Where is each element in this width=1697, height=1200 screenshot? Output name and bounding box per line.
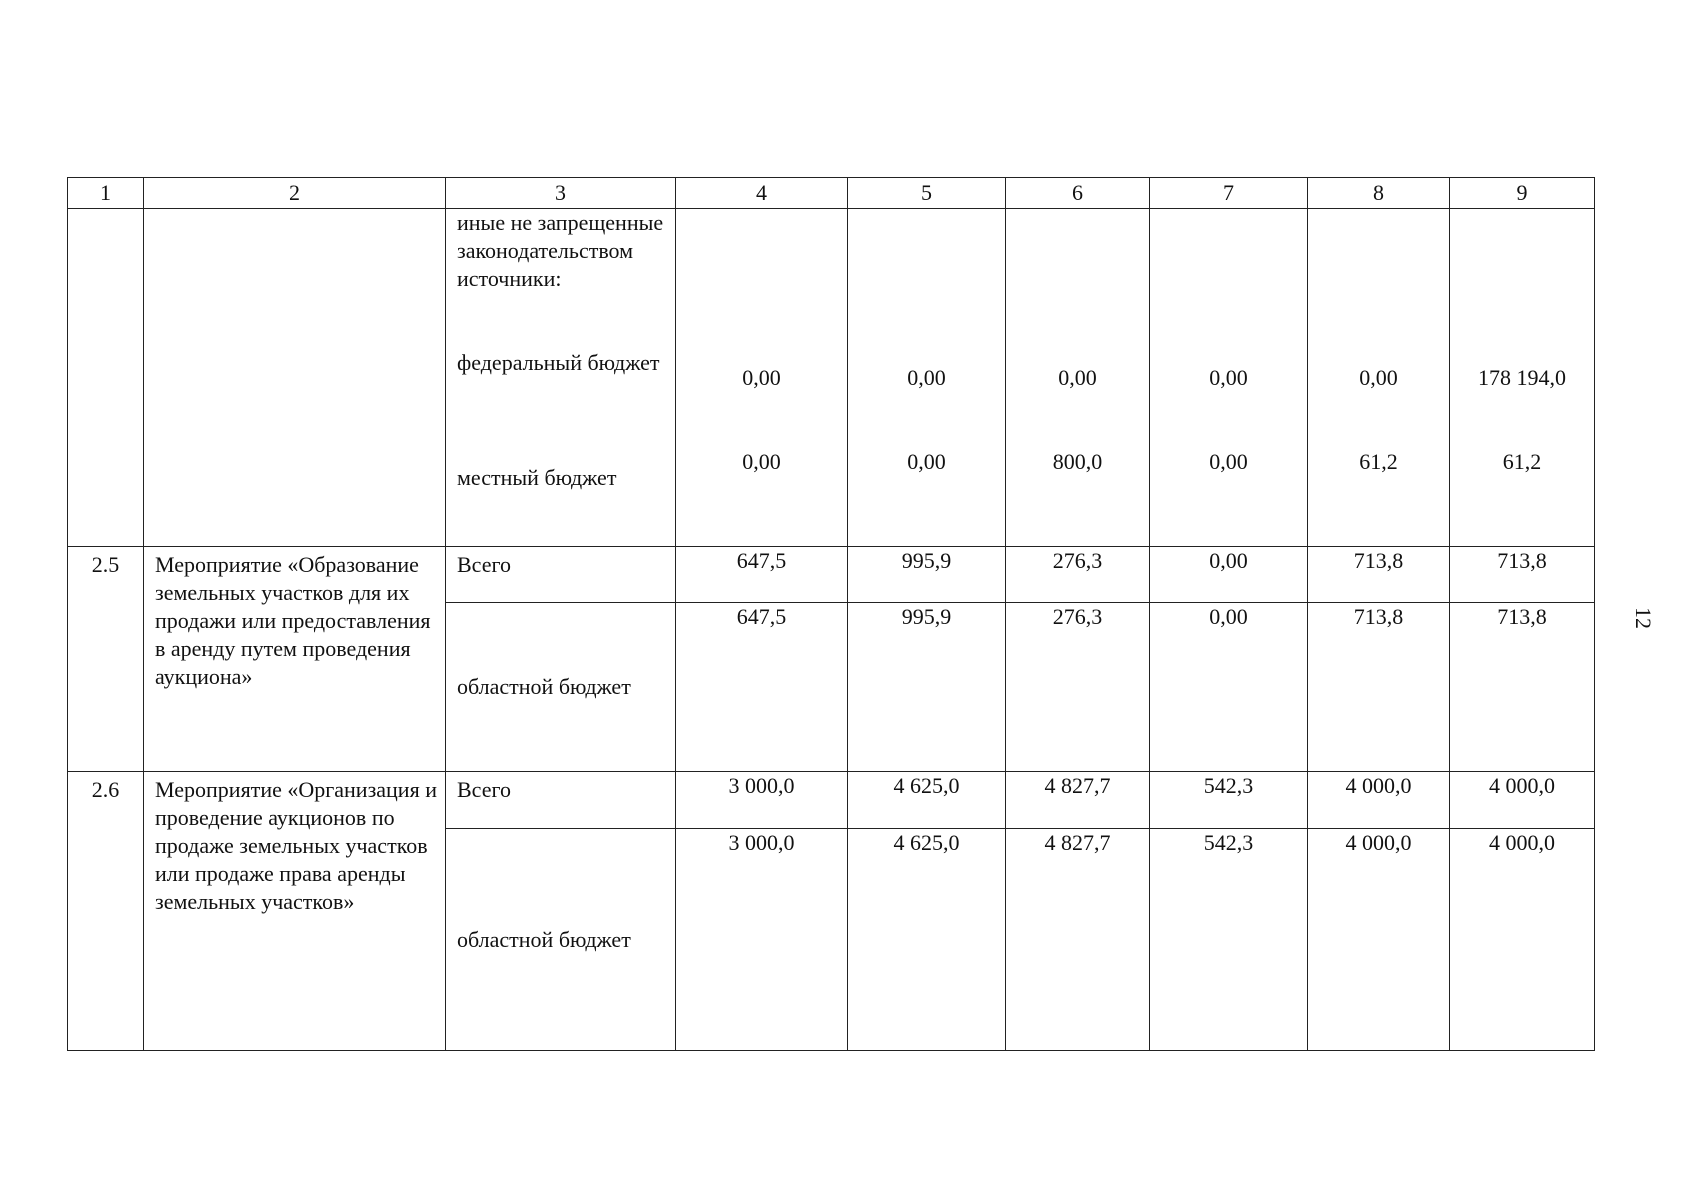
regional-value: 4 625,0 [848,829,1006,1051]
total-value: 995,9 [848,547,1006,603]
regional-value: 713,8 [1308,603,1450,772]
regional-value: 647,5 [676,603,848,772]
empty-cell [68,209,144,547]
total-value: 4 000,0 [1308,772,1450,829]
item-number: 2.6 [68,772,144,1051]
value-cell [1150,209,1308,547]
total-value: 4 000,0 [1450,772,1595,829]
total-value: 4 625,0 [848,772,1006,829]
local-value: 0,00 [742,449,781,474]
column-header: 1 [68,178,144,209]
value-cell [1308,209,1450,547]
regional-value: 3 000,0 [676,829,848,1051]
column-header: 4 [676,178,848,209]
total-value: 3 000,0 [676,772,848,829]
local-budget-label: местный бюджет [457,465,617,490]
column-header: 6 [1006,178,1150,209]
regional-budget-label: областной бюджет [446,829,676,1051]
federal-value: 0,00 [1359,365,1398,390]
table-row [68,547,1595,603]
source-cell [446,209,676,547]
column-header: 9 [1450,178,1595,209]
value-cell [1450,209,1595,547]
column-header: 7 [1150,178,1308,209]
column-header: 3 [446,178,676,209]
federal-value: 0,00 [742,365,781,390]
total-value: 647,5 [676,547,848,603]
budget-table [67,177,1595,1051]
page-number: 12 [1631,607,1656,629]
column-number-row [68,178,1595,209]
item-name: Мероприятие «Организация и проведение аукционов по продаже земельных участков или продаже права аренды земельных участков» [144,772,446,1051]
local-value: 0,00 [1209,449,1248,474]
value-cell [676,209,848,547]
regional-value: 0,00 [1150,603,1308,772]
empty-cell [144,209,446,547]
value-cell [1006,209,1150,547]
column-header: 8 [1308,178,1450,209]
federal-value: 0,00 [1058,365,1097,390]
federal-value: 178 194,0 [1478,365,1566,390]
regional-value: 276,3 [1006,603,1150,772]
regional-value: 4 000,0 [1450,829,1595,1051]
table-row [68,772,1595,829]
regional-value: 4 000,0 [1308,829,1450,1051]
local-value: 0,00 [907,449,946,474]
regional-value: 542,3 [1150,829,1308,1051]
regional-value: 713,8 [1450,603,1595,772]
regional-value: 995,9 [848,603,1006,772]
value-cell [848,209,1006,547]
source-intro: иные не запрещенные законодательством источники: [457,210,664,291]
total-value: 713,8 [1450,547,1595,603]
local-value: 61,2 [1502,449,1542,474]
federal-value: 0,00 [907,365,946,390]
column-header: 2 [144,178,446,209]
regional-budget-label: областной бюджет [446,603,676,772]
total-value: 4 827,7 [1006,772,1150,829]
total-value: 713,8 [1308,547,1450,603]
column-header: 5 [848,178,1006,209]
local-value: 61,2 [1359,449,1398,474]
federal-budget-label: федеральный бюджет [457,350,660,375]
total-value: 276,3 [1006,547,1150,603]
total-value: 542,3 [1150,772,1308,829]
total-label: Всего [446,772,676,829]
continuation-row [68,209,1595,547]
federal-value: 0,00 [1209,365,1248,390]
total-label: Всего [446,547,676,603]
total-value: 0,00 [1150,547,1308,603]
regional-value: 4 827,7 [1006,829,1150,1051]
local-value: 800,0 [1052,449,1103,474]
item-number: 2.5 [68,547,144,772]
item-name: Мероприятие «Образование земельных участков для их продажи или предоставления в аренду путем проведения аукциона» [144,547,446,772]
